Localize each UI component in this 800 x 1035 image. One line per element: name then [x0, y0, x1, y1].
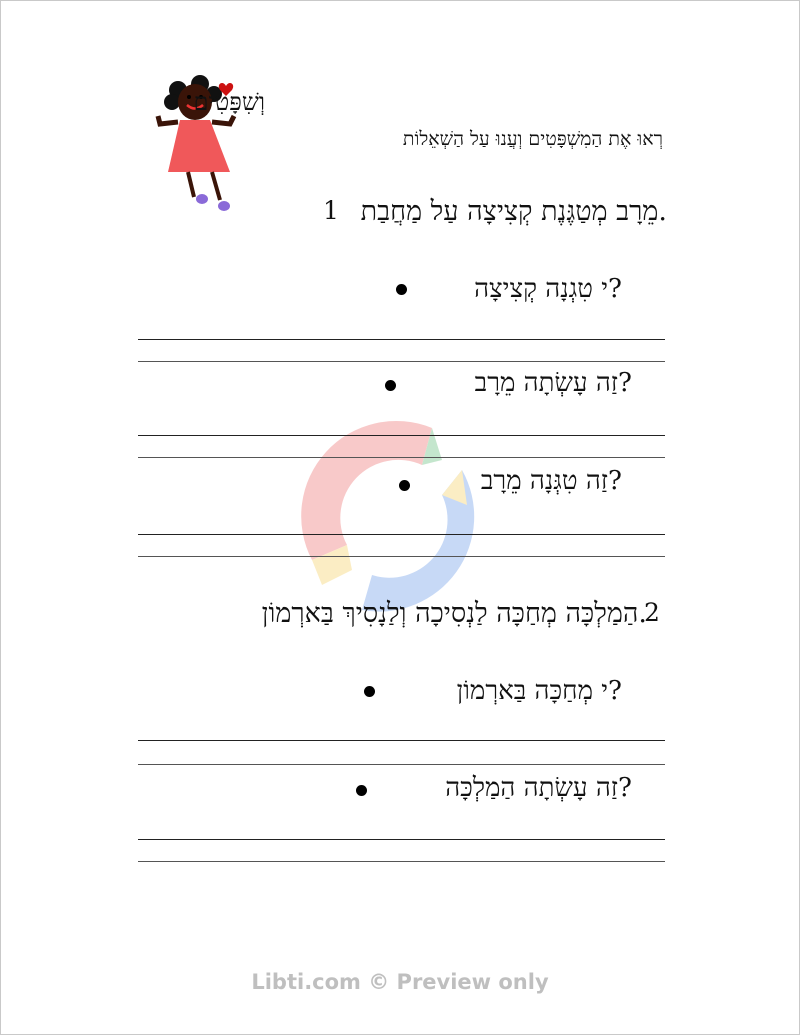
question-2-2: ?זַה עָשְׂתָה הַמַלְכָּה [445, 773, 632, 803]
answer-line-2-1[interactable] [138, 740, 665, 741]
answer-line-1-3[interactable] [138, 534, 665, 535]
bullet-icon [364, 686, 375, 697]
answer-line-2-2[interactable] [138, 839, 665, 840]
bullet-icon [385, 380, 396, 391]
question-2-1: ?י מְחַכָּה בַּארְמוֹן [456, 676, 622, 706]
answer-guide-2-2 [138, 861, 665, 862]
answer-line-1-2[interactable] [138, 435, 665, 436]
worksheet-title: וְשִׁפָּטִים [193, 88, 265, 116]
sentence-number-1: 1 [323, 196, 339, 225]
watermark-logo-icon [292, 410, 502, 620]
answer-guide-1-3 [138, 556, 665, 557]
instructions: רְאוּ אֶת הַמִשְׁפָּטִים וְעֲנוּ עַל הַשְׁאֵלוֹת [402, 128, 663, 150]
bullet-icon [399, 480, 410, 491]
question-1-2: ?זַה עָשְׂתָה מֵרָב [474, 368, 632, 398]
sentence-2: .הַמַלְכָּה מְחַכָּה לַנְסִיכָה וְלַנָסִיךְ בַּארְמוֹן [261, 598, 647, 629]
question-1-3: ?זַה טִגְּנָה מֵרָב [480, 466, 622, 496]
bullet-icon [396, 284, 407, 295]
answer-guide-1-1 [138, 361, 665, 362]
answer-line-1-1[interactable] [138, 339, 665, 340]
preview-watermark: Libti.com © Preview only [251, 970, 549, 994]
answer-guide-2-1 [138, 764, 665, 765]
question-1-1: ?י טִגְנָה קְצִיצָה [474, 274, 622, 304]
sentence-1: .מֵרָב מְטַגֶּנֶת קְצִיצָה עַל מַחֲבַת [360, 196, 667, 227]
bullet-icon [356, 785, 367, 796]
answer-guide-1-2 [138, 457, 665, 458]
sentence-number-2: 2 [644, 598, 660, 627]
